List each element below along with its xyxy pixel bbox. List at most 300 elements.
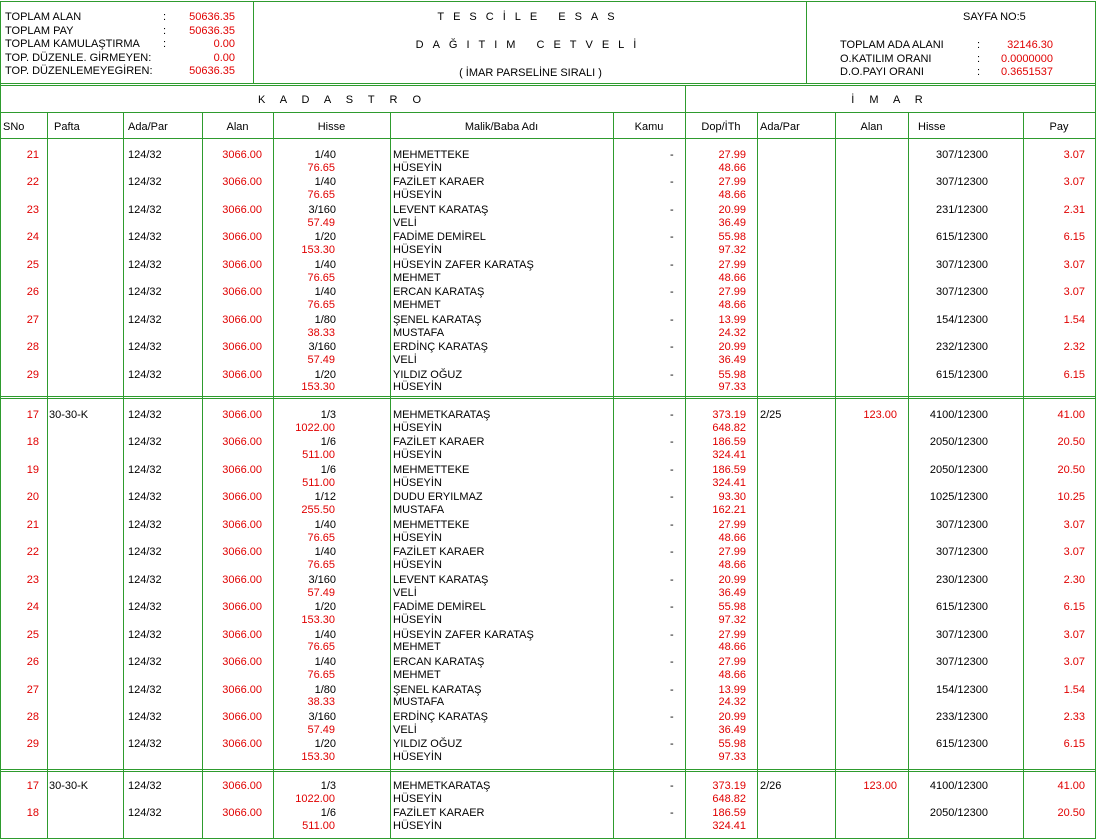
pay-cell: 2.33 — [1063, 710, 1085, 723]
rule-line — [0, 398, 1096, 399]
malik-cell: FAZİLET KARAER — [393, 807, 485, 820]
dop-cell: 27.99 — [718, 656, 746, 669]
malik-cell: ŞENEL KARATAŞ — [393, 313, 482, 326]
imar-hisse-cell: 2050/12300 — [929, 436, 988, 449]
ada-par-cell: 124/32 — [128, 491, 162, 504]
summary-colon: : — [163, 11, 167, 23]
pay-cell: 3.07 — [1063, 518, 1085, 531]
info-colon: : — [977, 66, 981, 78]
dop-value-cell: 48.66 — [718, 271, 746, 284]
pay-cell: 2.31 — [1063, 203, 1085, 216]
kamu-cell: - — [670, 683, 674, 696]
ada-par-cell: 124/32 — [128, 341, 162, 354]
doc-subtitle: DAĞITIM CETVELİ — [415, 39, 646, 51]
malik-cell: ERCAN KARATAŞ — [393, 286, 485, 299]
baba-cell: HÜSEYİN — [393, 476, 442, 489]
ada-par-cell: 124/32 — [128, 149, 162, 161]
imar-hisse-cell: 233/12300 — [936, 710, 988, 723]
hisse-value-cell: 76.65 — [307, 161, 335, 174]
kamu-cell: - — [670, 463, 674, 476]
rule-line — [685, 112, 686, 838]
pay-cell: 6.15 — [1063, 601, 1085, 614]
kamu-cell: - — [670, 491, 674, 504]
dop-value-cell: 48.66 — [718, 299, 746, 312]
dop-cell: 373.19 — [712, 409, 746, 421]
imar-ada-cell: 2/25 — [760, 409, 782, 421]
summary-value: 50636.35 — [189, 24, 235, 37]
summary-colon: : — [163, 24, 167, 37]
pay-cell: 20.50 — [1057, 463, 1085, 476]
pay-cell: 3.07 — [1063, 628, 1085, 641]
imar-hisse-cell: 615/12300 — [936, 738, 988, 751]
sno-cell: 22 — [26, 176, 39, 189]
column-header: Ada/Par — [760, 121, 800, 133]
kamu-cell: - — [670, 176, 674, 189]
alan-cell: 3066.00 — [222, 313, 262, 326]
info-value: 0.0000000 — [1001, 52, 1053, 65]
imar-hisse-cell: 615/12300 — [936, 601, 988, 614]
rule-line — [0, 85, 1096, 86]
kamu-cell: - — [670, 258, 674, 271]
dop-value-cell: 97.33 — [718, 381, 746, 394]
hisse-cell: 1/6 — [320, 463, 336, 476]
hisse-cell: 3/160 — [308, 203, 336, 216]
pay-cell: 2.30 — [1063, 573, 1085, 586]
ada-par-cell: 124/32 — [128, 176, 162, 189]
imar-hisse-cell: 4100/12300 — [929, 780, 988, 792]
dop-value-cell: 36.49 — [718, 353, 746, 366]
imar-alan-cell: 123.00 — [863, 409, 897, 421]
rule-line — [0, 1, 1096, 2]
hisse-value-cell: 511.00 — [302, 449, 335, 462]
hisse-cell: 1/40 — [314, 176, 336, 189]
dop-value-cell: 648.82 — [712, 421, 746, 434]
dop-cell: 55.98 — [718, 231, 746, 244]
sno-cell: 26 — [26, 286, 39, 299]
hisse-value-cell: 76.65 — [307, 531, 335, 544]
dop-cell: 27.99 — [718, 286, 746, 299]
baba-cell: MEHMET — [393, 668, 441, 681]
kamu-cell: - — [670, 313, 674, 326]
sno-cell: 17 — [26, 780, 39, 792]
column-header: Alan — [860, 121, 883, 133]
column-header: Dop/İTh — [701, 121, 741, 133]
baba-cell: MUSTAFA — [393, 504, 445, 517]
alan-cell: 3066.00 — [222, 409, 262, 421]
ada-par-cell: 124/32 — [128, 738, 162, 751]
imar-hisse-cell: 307/12300 — [936, 149, 988, 161]
dop-cell: 20.99 — [718, 573, 746, 586]
hisse-cell: 1/20 — [314, 738, 336, 751]
kamu-cell: - — [670, 628, 674, 641]
dop-value-cell: 97.33 — [718, 751, 746, 764]
kamu-cell: - — [670, 231, 674, 244]
pay-cell: 1.54 — [1063, 683, 1085, 696]
ada-par-cell: 124/32 — [128, 203, 162, 216]
hisse-value-cell: 38.33 — [307, 696, 335, 709]
rule-line — [757, 112, 758, 838]
dop-cell: 20.99 — [718, 203, 746, 216]
doc-subtitle-2: ( İMAR PARSELİNE SIRALI ) — [459, 67, 602, 79]
kamu-cell: - — [670, 546, 674, 559]
alan-cell: 3066.00 — [222, 518, 262, 531]
hisse-cell: 1/3 — [320, 780, 336, 792]
hisse-value-cell: 57.49 — [307, 723, 335, 736]
rule-line — [390, 112, 391, 838]
baba-cell: HÜSEYİN — [393, 449, 442, 462]
pay-cell: 2.32 — [1063, 341, 1085, 354]
kamu-cell: - — [670, 436, 674, 449]
hisse-cell: 1/20 — [314, 231, 336, 244]
info-label: D.O.PAYI ORANI — [840, 66, 924, 78]
malik-cell: ŞENEL KARATAŞ — [393, 683, 482, 696]
dop-cell: 186.59 — [712, 463, 746, 476]
sno-cell: 27 — [26, 683, 39, 696]
baba-cell: MEHMET — [393, 299, 441, 312]
ada-par-cell: 124/32 — [128, 258, 162, 271]
hisse-cell: 1/80 — [314, 683, 336, 696]
column-header: Malik/Baba Adı — [464, 121, 539, 133]
sno-cell: 18 — [26, 436, 39, 449]
malik-cell: ERCAN KARATAŞ — [393, 656, 485, 669]
alan-cell: 3066.00 — [222, 573, 262, 586]
summary-label: TOP. DÜZENLEMEYEGİREN: — [5, 65, 153, 77]
kamu-cell: - — [670, 368, 674, 381]
malik-cell: YILDIZ OĞUZ — [393, 738, 463, 751]
info-label: O.KATILIM ORANI — [840, 52, 932, 65]
hisse-cell: 1/12 — [314, 491, 336, 504]
hisse-cell: 3/160 — [308, 573, 336, 586]
dop-cell: 55.98 — [718, 601, 746, 614]
hisse-value-cell: 511.00 — [302, 476, 335, 489]
kamu-cell: - — [670, 286, 674, 299]
baba-cell: HÜSEYİN — [393, 613, 442, 626]
column-header: Ada/Par — [128, 121, 168, 133]
hisse-value-cell: 153.30 — [301, 381, 335, 394]
rule-line — [273, 112, 274, 838]
dop-cell: 13.99 — [718, 313, 746, 326]
dop-cell: 27.99 — [718, 149, 746, 161]
pay-cell: 10.25 — [1057, 491, 1085, 504]
baba-cell: VELİ — [393, 723, 417, 736]
ada-par-cell: 124/32 — [128, 683, 162, 696]
section-kadastro: K A D A S T R O — [257, 94, 428, 106]
imar-hisse-cell: 307/12300 — [936, 518, 988, 531]
summary-colon: : — [163, 38, 167, 50]
sno-cell: 22 — [26, 546, 39, 559]
dop-cell: 55.98 — [718, 368, 746, 381]
ada-par-cell: 124/32 — [128, 313, 162, 326]
sno-cell: 18 — [26, 807, 39, 820]
column-header: SNo — [3, 121, 25, 133]
ada-par-cell: 124/32 — [128, 231, 162, 244]
malik-cell: FADİME DEMİREL — [393, 231, 486, 244]
rule-line — [0, 1, 1, 838]
pay-cell: 3.07 — [1063, 176, 1085, 189]
malik-cell: MEHMETTEKE — [393, 149, 470, 161]
pafta-cell: 30-30-K — [49, 409, 89, 421]
malik-cell: MEHMETKARATAŞ — [393, 780, 491, 792]
pay-cell: 3.07 — [1063, 656, 1085, 669]
info-label: TOPLAM ADA ALANI — [840, 39, 944, 51]
hisse-cell: 1/80 — [314, 313, 336, 326]
sno-cell: 21 — [26, 149, 39, 161]
malik-cell: DUDU ERYILMAZ — [393, 491, 483, 504]
dop-value-cell: 324.41 — [712, 449, 746, 462]
rule-line — [835, 112, 836, 838]
rule-line — [0, 396, 1096, 397]
summary-label: TOPLAM PAY — [5, 24, 74, 37]
dop-value-cell: 97.32 — [718, 613, 746, 626]
dop-value-cell: 36.49 — [718, 216, 746, 229]
alan-cell: 3066.00 — [222, 176, 262, 189]
baba-cell: HÜSEYİN — [393, 161, 442, 174]
dop-value-cell: 48.66 — [718, 641, 746, 654]
hisse-value-cell: 76.65 — [307, 668, 335, 681]
hisse-cell: 3/160 — [308, 710, 336, 723]
hisse-value-cell: 153.30 — [301, 613, 335, 626]
imar-hisse-cell: 307/12300 — [936, 656, 988, 669]
hisse-value-cell: 153.30 — [301, 244, 335, 257]
sno-cell: 25 — [26, 628, 39, 641]
info-value: 32146.30 — [1007, 39, 1053, 51]
imar-hisse-cell: 307/12300 — [936, 286, 988, 299]
kamu-cell: - — [670, 807, 674, 820]
malik-cell: HÜSEYİN ZAFER KARATAŞ — [393, 628, 534, 641]
column-header: Pay — [1049, 121, 1069, 133]
baba-cell: HÜSEYİN — [393, 189, 442, 202]
alan-cell: 3066.00 — [222, 436, 262, 449]
sno-cell: 25 — [26, 258, 39, 271]
summary-label: TOP. DÜZENLE. GİRMEYEN: — [5, 51, 152, 64]
dop-cell: 20.99 — [718, 710, 746, 723]
sno-cell: 19 — [26, 463, 39, 476]
dop-value-cell: 48.66 — [718, 161, 746, 174]
malik-cell: LEVENT KARATAŞ — [393, 573, 489, 586]
sno-cell: 28 — [26, 341, 39, 354]
malik-cell: ERDİNÇ KARATAŞ — [393, 341, 488, 354]
alan-cell: 3066.00 — [222, 683, 262, 696]
alan-cell: 3066.00 — [222, 601, 262, 614]
imar-alan-cell: 123.00 — [863, 780, 897, 792]
dop-cell: 27.99 — [718, 628, 746, 641]
hisse-cell: 1/6 — [320, 436, 336, 449]
ada-par-cell: 124/32 — [128, 573, 162, 586]
dop-value-cell: 36.49 — [718, 723, 746, 736]
hisse-cell: 1/3 — [320, 409, 336, 421]
hisse-value-cell: 57.49 — [307, 586, 335, 599]
malik-cell: ERDİNÇ KARATAŞ — [393, 710, 488, 723]
rule-line — [0, 138, 1096, 139]
alan-cell: 3066.00 — [222, 546, 262, 559]
rule-line — [1095, 1, 1096, 838]
hisse-value-cell: 76.65 — [307, 271, 335, 284]
imar-hisse-cell: 615/12300 — [936, 231, 988, 244]
hisse-cell: 1/40 — [314, 628, 336, 641]
ada-par-cell: 124/32 — [128, 286, 162, 299]
dop-cell: 13.99 — [718, 683, 746, 696]
kamu-cell: - — [670, 780, 674, 792]
ada-par-cell: 124/32 — [128, 409, 162, 421]
rule-line — [613, 112, 614, 838]
ada-par-cell: 124/32 — [128, 780, 162, 792]
baba-cell: HÜSEYİN — [393, 820, 442, 833]
rule-line — [0, 771, 1096, 772]
imar-hisse-cell: 307/12300 — [936, 258, 988, 271]
malik-cell: MEHMETTEKE — [393, 463, 470, 476]
alan-cell: 3066.00 — [222, 149, 262, 161]
alan-cell: 3066.00 — [222, 368, 262, 381]
malik-cell: FAZİLET KARAER — [393, 546, 485, 559]
baba-cell: MUSTAFA — [393, 696, 445, 709]
sno-cell: 28 — [26, 710, 39, 723]
column-header: Kamu — [634, 121, 664, 133]
sno-cell: 27 — [26, 313, 39, 326]
baba-cell: HÜSEYİN — [393, 244, 442, 257]
sno-cell: 23 — [26, 203, 39, 216]
ada-par-cell: 124/32 — [128, 628, 162, 641]
malik-cell: FADİME DEMİREL — [393, 601, 486, 614]
imar-hisse-cell: 230/12300 — [936, 573, 988, 586]
rule-line — [47, 112, 48, 838]
pay-cell: 6.15 — [1063, 368, 1085, 381]
hisse-cell: 1/20 — [314, 368, 336, 381]
info-colon: : — [977, 39, 981, 51]
baba-cell: HÜSEYİN — [393, 559, 442, 572]
alan-cell: 3066.00 — [222, 463, 262, 476]
dop-cell: 93.30 — [718, 491, 746, 504]
imar-hisse-cell: 307/12300 — [936, 628, 988, 641]
dop-cell: 27.99 — [718, 518, 746, 531]
summary-value: 0.00 — [213, 51, 235, 64]
alan-cell: 3066.00 — [222, 807, 262, 820]
kamu-cell: - — [670, 738, 674, 751]
alan-cell: 3066.00 — [222, 656, 262, 669]
rule-line — [0, 838, 1096, 839]
hisse-value-cell: 511.00 — [302, 820, 335, 833]
pay-cell: 3.07 — [1063, 149, 1085, 161]
pay-cell: 1.54 — [1063, 313, 1085, 326]
baba-cell: VELİ — [393, 216, 417, 229]
ada-par-cell: 124/32 — [128, 601, 162, 614]
ada-par-cell: 124/32 — [128, 546, 162, 559]
summary-value: 0.00 — [213, 38, 235, 50]
ada-par-cell: 124/32 — [128, 656, 162, 669]
hisse-cell: 1/20 — [314, 601, 336, 614]
summary-value: 50636.35 — [189, 65, 235, 77]
baba-cell: HÜSEYİN — [393, 792, 442, 805]
kamu-cell: - — [670, 341, 674, 354]
kamu-cell: - — [670, 710, 674, 723]
dop-value-cell: 48.66 — [718, 559, 746, 572]
baba-cell: HÜSEYİN — [393, 751, 442, 764]
hisse-cell: 1/40 — [314, 656, 336, 669]
malik-cell: FAZİLET KARAER — [393, 176, 485, 189]
kamu-cell: - — [670, 573, 674, 586]
hisse-value-cell: 153.30 — [301, 751, 335, 764]
imar-hisse-cell: 307/12300 — [936, 176, 988, 189]
column-header: Hisse — [918, 121, 946, 133]
dop-cell: 373.19 — [712, 780, 746, 792]
dop-value-cell: 648.82 — [712, 792, 746, 805]
imar-hisse-cell: 154/12300 — [936, 683, 988, 696]
sno-cell: 17 — [26, 409, 39, 421]
info-value: 0.3651537 — [1001, 66, 1053, 78]
pay-cell: 3.07 — [1063, 286, 1085, 299]
dop-value-cell: 162.21 — [712, 504, 746, 517]
dop-value-cell: 48.66 — [718, 668, 746, 681]
ada-par-cell: 124/32 — [128, 463, 162, 476]
pafta-cell: 30-30-K — [49, 780, 89, 792]
hisse-cell: 1/40 — [314, 286, 336, 299]
baba-cell: HÜSEYİN — [393, 381, 442, 394]
hisse-cell: 1/40 — [314, 149, 336, 161]
sno-cell: 26 — [26, 656, 39, 669]
hisse-cell: 1/40 — [314, 546, 336, 559]
column-header: Hisse — [317, 121, 346, 133]
baba-cell: MUSTAFA — [393, 326, 445, 339]
ada-par-cell: 124/32 — [128, 710, 162, 723]
imar-hisse-cell: 2050/12300 — [929, 463, 988, 476]
baba-cell: MEHMET — [393, 271, 441, 284]
alan-cell: 3066.00 — [222, 738, 262, 751]
imar-hisse-cell: 2050/12300 — [929, 807, 988, 820]
malik-cell: HÜSEYİN ZAFER KARATAŞ — [393, 258, 534, 271]
kamu-cell: - — [670, 601, 674, 614]
dop-value-cell: 97.32 — [718, 244, 746, 257]
rule-line — [0, 769, 1096, 770]
malik-cell: MEHMETTEKE — [393, 518, 470, 531]
sno-cell: 29 — [26, 368, 39, 381]
sno-cell: 29 — [26, 738, 39, 751]
rule-line — [0, 83, 1096, 84]
imar-ada-cell: 2/26 — [760, 780, 782, 792]
baba-cell: VELİ — [393, 586, 417, 599]
ada-par-cell: 124/32 — [128, 807, 162, 820]
ada-par-cell: 124/32 — [128, 518, 162, 531]
summary-value: 50636.35 — [189, 11, 235, 23]
dop-cell: 20.99 — [718, 341, 746, 354]
dop-cell: 27.99 — [718, 176, 746, 189]
dop-value-cell: 48.66 — [718, 531, 746, 544]
alan-cell: 3066.00 — [222, 286, 262, 299]
dop-cell: 27.99 — [718, 258, 746, 271]
dop-cell: 55.98 — [718, 738, 746, 751]
pay-cell: 3.07 — [1063, 258, 1085, 271]
pay-cell: 41.00 — [1057, 780, 1085, 792]
dop-value-cell: 24.32 — [718, 326, 746, 339]
hisse-cell: 1/40 — [314, 518, 336, 531]
baba-cell: MEHMET — [393, 641, 441, 654]
pay-cell: 20.50 — [1057, 807, 1085, 820]
hisse-value-cell: 1022.00 — [295, 421, 335, 434]
imar-hisse-cell: 1025/12300 — [929, 491, 988, 504]
hisse-value-cell: 76.65 — [307, 559, 335, 572]
hisse-cell: 1/40 — [314, 258, 336, 271]
rule-line — [0, 112, 1096, 113]
doc-title: TESCİLE ESAS — [437, 11, 624, 23]
hisse-value-cell: 38.33 — [307, 326, 335, 339]
pay-cell: 20.50 — [1057, 436, 1085, 449]
dop-cell: 27.99 — [718, 546, 746, 559]
alan-cell: 3066.00 — [222, 203, 262, 216]
alan-cell: 3066.00 — [222, 628, 262, 641]
alan-cell: 3066.00 — [222, 258, 262, 271]
hisse-value-cell: 76.65 — [307, 299, 335, 312]
pay-cell: 6.15 — [1063, 231, 1085, 244]
imar-hisse-cell: 307/12300 — [936, 546, 988, 559]
hisse-value-cell: 1022.00 — [295, 792, 335, 805]
